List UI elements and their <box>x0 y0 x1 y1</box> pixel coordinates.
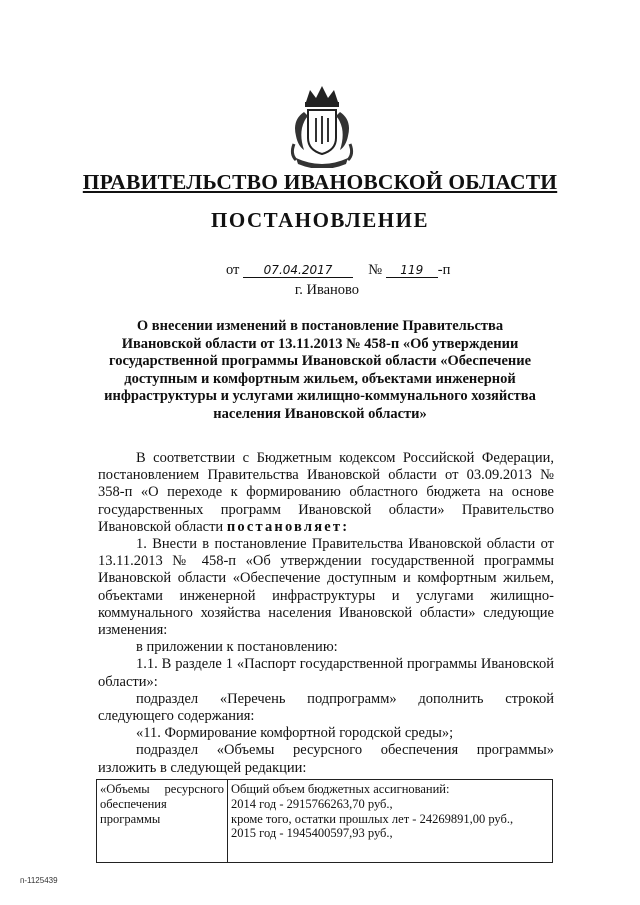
item-1-1-paragraph: 1.1. В разделе 1 «Паспорт государственной программы Ивановской области»: <box>98 656 554 690</box>
table-line: 2015 год - 1945400597,93 руб., <box>231 826 393 841</box>
heading-line: населения Ивановской области» <box>213 405 427 422</box>
preamble-paragraph <box>98 450 554 536</box>
appendix-paragraph: в приложении к постановлению: <box>136 639 338 656</box>
subsection-2-paragraph: подраздел «Объемы ресурсного обеспечения программы» изложить в следующей редакции: <box>98 742 554 776</box>
date-number-line <box>226 262 450 279</box>
from-label: от <box>226 262 240 278</box>
heading-line: государственной программы Ивановской области «Обеспечение <box>108 353 532 369</box>
table-row <box>97 780 553 863</box>
subsection-1-paragraph: подраздел «Перечень подпрограмм» дополнить строкой следующего содержания: <box>98 690 554 725</box>
number-label: № <box>368 262 383 278</box>
table-line: Общий объем бюджетных ассигнований: <box>231 782 450 796</box>
city: г. Иваново <box>294 282 360 298</box>
table-value-cell <box>228 780 553 863</box>
table-line: кроме того, остатки прошлых лет - 24269891,00 руб., <box>231 811 514 826</box>
item-1-paragraph: 1. Внести в постановление Правительства Ивановской области от 13.11.2013 № 458-п «Об утверждении государственной программы Ивановской области «Обеспечение доступным и комфортным жильем, объектами инженерной инфраструктуры и услугами жилищно-коммунального хозяйства населения Ивановской области» следующие изменения: <box>98 536 554 639</box>
decree-word: постановляет: <box>226 518 350 535</box>
document-type: ПОСТАНОВЛЕНИЕ <box>211 208 429 232</box>
table-label-cell: «Объемы ресурсного обеспечения программы <box>97 780 228 863</box>
new-row-paragraph: «11. Формирование комфортной городской среды»; <box>136 725 454 742</box>
document-heading <box>100 318 540 423</box>
heading-line: О внесении изменений в постановление Правительства <box>136 318 504 334</box>
coat-of-arms-emblem <box>286 84 358 168</box>
heading-line: инфраструктуры и услугами жилищно-коммунального хозяйства <box>104 388 536 404</box>
footer-code: п-1125439 <box>20 876 58 885</box>
preamble-text: В соответствии с Бюджетным кодексом Российской Федерации, постановлением Правительства Ивановской области от 03.09.2013 № 358-п «О переходе к формированию областного бюджета на основе государственных программ Ивановской области» Правительство Ивановской области <box>98 450 554 535</box>
heading-line: доступным и комфортным жильем, объектами инженерной <box>124 370 516 387</box>
table-line: 2014 год - 2915766263,70 руб., <box>231 796 393 811</box>
number-suffix: -п <box>437 262 451 278</box>
document-date: 07.04.2017 <box>243 263 353 278</box>
government-title: ПРАВИТЕЛЬСТВО ИВАНОВСКОЙ ОБЛАСТИ <box>82 170 558 194</box>
resources-table <box>96 779 553 863</box>
document-number: 119 <box>386 263 438 278</box>
document-body <box>98 450 554 777</box>
heading-line: Ивановской области от 13.11.2013 № 458-п «Об утверждении <box>121 335 519 352</box>
